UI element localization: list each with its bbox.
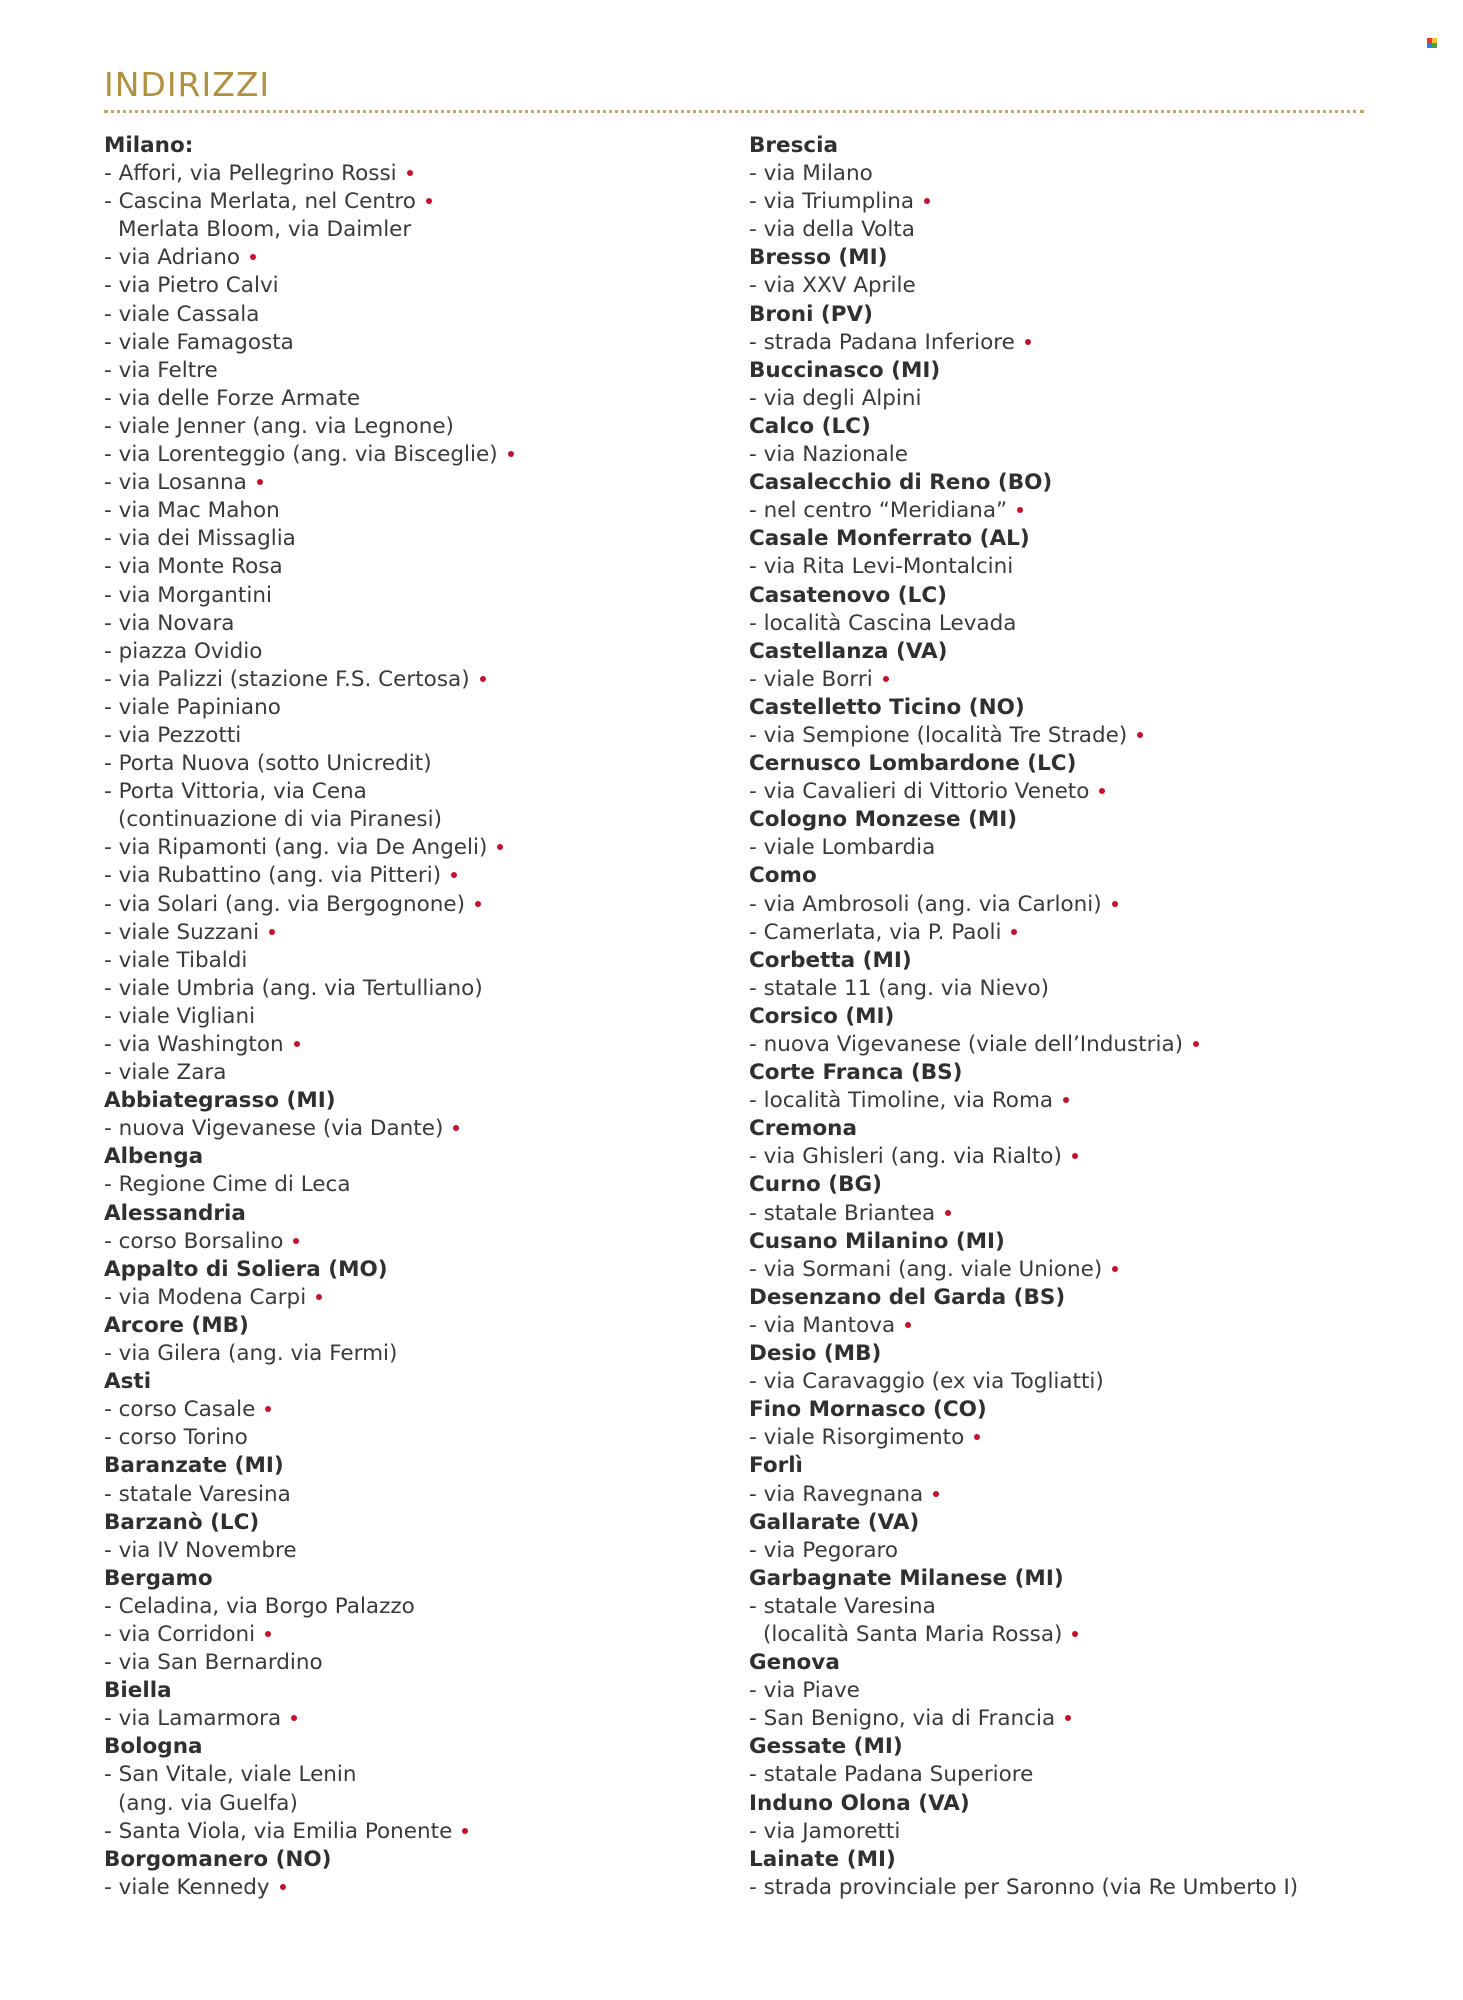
store-address (749, 441, 1389, 469)
address-text: - statale Varesina (749, 1593, 936, 1619)
city-name: Bologna (104, 1734, 203, 1760)
red-dot-marker-icon (1025, 339, 1031, 345)
city-name: Desio (MB) (749, 1341, 882, 1367)
city-heading (749, 357, 1389, 385)
store-address (104, 441, 724, 469)
address-text: - via Jamoretti (749, 1818, 901, 1844)
address-text: - nuova Vigevanese (via Dante) (104, 1116, 444, 1142)
address-text: - via XXV Aprile (749, 273, 916, 299)
address-text: (località Santa Maria Rossa) (763, 1621, 1063, 1647)
city-heading (749, 1340, 1389, 1368)
city-name: Biella (104, 1678, 172, 1704)
address-text: - statale 11 (ang. via Nievo) (749, 975, 1049, 1001)
city-heading (749, 1059, 1389, 1087)
city-heading (104, 1509, 724, 1537)
store-address (749, 722, 1389, 750)
address-text: - via dei Missaglia (104, 526, 296, 552)
address-text: - via Morgantini (104, 582, 272, 608)
store-address (104, 553, 724, 581)
red-dot-marker-icon (269, 929, 275, 935)
address-text: - località Timoline, via Roma (749, 1088, 1054, 1114)
store-address (104, 1761, 724, 1789)
address-text: - corso Borsalino (104, 1228, 284, 1254)
store-address (749, 1200, 1389, 1228)
store-address (104, 891, 724, 919)
store-address (104, 806, 724, 834)
address-text: - via Sormani (ang. viale Unione) (749, 1256, 1103, 1282)
address-text: - via Ghisleri (ang. via Rialto) (749, 1144, 1062, 1170)
address-text: - via Nazionale (749, 442, 908, 468)
address-text: - viale Vigliani (104, 1003, 256, 1029)
red-dot-marker-icon (407, 170, 413, 176)
red-dot-marker-icon (280, 1884, 286, 1890)
store-address (104, 1003, 724, 1031)
address-text: - viale Suzzani (104, 919, 260, 945)
red-dot-marker-icon (1137, 732, 1143, 738)
red-dot-marker-icon (1065, 1715, 1071, 1721)
red-dot-marker-icon (257, 479, 263, 485)
address-text: - via Ambrosoli (ang. via Carloni) (749, 891, 1102, 917)
red-dot-marker-icon (974, 1434, 980, 1440)
store-address (749, 1312, 1389, 1340)
city-name: Induno Olona (VA) (749, 1790, 970, 1816)
address-text: - via Lamarmora (104, 1706, 282, 1732)
city-name: Barzanò (LC) (104, 1509, 260, 1535)
red-dot-marker-icon (453, 1125, 459, 1131)
store-address (749, 553, 1389, 581)
address-text: - statale Briantea (749, 1200, 936, 1226)
red-dot-marker-icon (426, 198, 432, 204)
address-text: - viale Umbria (ang. via Tertulliano) (104, 975, 483, 1001)
store-address (104, 1705, 724, 1733)
address-text: - viale Famagosta (104, 329, 294, 355)
city-heading (104, 1368, 724, 1396)
address-text: - via Piave (749, 1678, 860, 1704)
red-dot-marker-icon (291, 1715, 297, 1721)
store-address (749, 497, 1389, 525)
store-address (104, 1424, 724, 1452)
store-address (749, 1481, 1389, 1509)
red-dot-marker-icon (1072, 1631, 1078, 1637)
address-text: - via Ripamonti (ang. via De Angeli) (104, 835, 488, 861)
address-text: - via Pegoraro (749, 1537, 899, 1563)
red-dot-marker-icon (933, 1491, 939, 1497)
address-text: - nuova Vigevanese (viale dell’Industria) (749, 1032, 1184, 1057)
store-address (749, 919, 1389, 947)
address-text: - strada provinciale per Saronno (via Re Umberto I) (749, 1874, 1299, 1900)
store-address (104, 694, 724, 722)
address-text: - via delle Forze Armate (104, 385, 361, 411)
store-address (749, 1031, 1389, 1059)
address-text: - viale Kennedy (104, 1874, 270, 1900)
address-text: - via Corridoni (104, 1621, 256, 1647)
city-heading (749, 301, 1389, 329)
store-address (104, 1593, 724, 1621)
city-name: Alessandria (104, 1200, 246, 1226)
address-text: - via Ravegnana (749, 1481, 924, 1507)
city-name: Cernusco Lombardone (LC) (749, 751, 1077, 777)
city-heading (749, 1452, 1389, 1480)
address-text: - via Pietro Calvi (104, 273, 279, 299)
address-text: - Santa Viola, via Emilia Ponente (104, 1818, 453, 1844)
city-heading (749, 862, 1389, 890)
address-text: - via Feltre (104, 357, 218, 383)
address-text: - via IV Novembre (104, 1537, 297, 1563)
red-dot-marker-icon (1112, 901, 1118, 907)
address-text: - San Benigno, via di Francia (749, 1706, 1056, 1732)
city-heading (749, 1649, 1389, 1677)
address-text: - corso Casale (104, 1397, 256, 1423)
address-text: - corso Torino (104, 1425, 248, 1451)
red-dot-marker-icon (294, 1041, 300, 1047)
city-name: Corbetta (MI) (749, 947, 912, 973)
store-address (104, 188, 724, 216)
address-text: - viale Cassala (104, 301, 260, 327)
address-text: (continuazione di via Piranesi) (118, 807, 442, 833)
store-address (749, 1761, 1389, 1789)
store-address (104, 778, 724, 806)
store-address (104, 666, 724, 694)
store-address (104, 582, 724, 610)
store-address (104, 1818, 724, 1846)
city-name: Corte Franca (BS) (749, 1060, 963, 1086)
store-address (749, 1256, 1389, 1284)
store-address (749, 1537, 1389, 1565)
store-address (749, 1087, 1389, 1115)
city-heading (104, 1452, 724, 1480)
red-dot-marker-icon (250, 254, 256, 260)
city-name: Borgomanero (NO) (104, 1846, 332, 1872)
store-address (749, 216, 1389, 244)
city-heading (104, 1200, 724, 1228)
city-name: Buccinasco (MI) (749, 357, 941, 383)
red-dot-marker-icon (497, 844, 503, 850)
city-name: Appalto di Soliera (MO) (104, 1256, 388, 1282)
red-dot-marker-icon (265, 1631, 271, 1637)
city-name: Cremona (749, 1116, 857, 1142)
red-dot-marker-icon (1011, 929, 1017, 935)
red-dot-marker-icon (945, 1210, 951, 1216)
address-text: - via Milano (749, 161, 873, 187)
address-text: - Cascina Merlata, nel Centro (104, 189, 416, 215)
city-heading (749, 1733, 1389, 1761)
address-text: - via Modena Carpi (104, 1284, 307, 1310)
red-dot-marker-icon (924, 198, 930, 204)
city-name: Genova (749, 1650, 840, 1676)
city-heading (749, 1790, 1389, 1818)
store-address (104, 610, 724, 638)
address-text: - viale Zara (104, 1060, 227, 1086)
store-address (749, 778, 1389, 806)
city-heading (104, 1677, 724, 1705)
city-heading (104, 132, 724, 160)
city-name: Casatenovo (LC) (749, 582, 947, 608)
city-name: Brescia (749, 133, 838, 158)
address-text: - via Rita Levi-Montalcini (749, 554, 1014, 580)
address-text: - viale Risorgimento (749, 1425, 965, 1451)
color-registration-icon (1427, 38, 1437, 48)
store-address (104, 1621, 724, 1649)
address-text: - via Lorenteggio (ang. via Bisceglie) (104, 442, 498, 468)
city-name: Asti (104, 1369, 152, 1395)
address-text: - viale Lombardia (749, 835, 936, 861)
address-text: - via Gilera (ang. via Fermi) (104, 1341, 398, 1367)
city-name: Castellanza (VA) (749, 638, 948, 664)
address-text: - statale Padana Superiore (749, 1762, 1034, 1788)
red-dot-marker-icon (480, 676, 486, 682)
store-address (749, 666, 1389, 694)
city-heading (749, 1509, 1389, 1537)
city-name: Cusano Milanino (MI) (749, 1228, 1005, 1254)
address-text: - strada Padana Inferiore (749, 329, 1015, 355)
store-address (749, 1874, 1389, 1902)
store-address (104, 919, 724, 947)
store-address (104, 638, 724, 666)
store-address (104, 1284, 724, 1312)
store-address (749, 610, 1389, 638)
address-text: - via Solari (ang. via Bergognone) (104, 891, 466, 917)
store-address (749, 1705, 1389, 1733)
address-text: - viale Jenner (ang. via Legnone) (104, 413, 454, 439)
address-text: - via Adriano (104, 245, 241, 271)
store-address (749, 272, 1389, 300)
city-heading (749, 1115, 1389, 1143)
city-name: Gallarate (VA) (749, 1509, 920, 1535)
red-dot-marker-icon (1063, 1097, 1069, 1103)
store-address (104, 469, 724, 497)
city-heading (104, 1312, 724, 1340)
store-address (104, 862, 724, 890)
store-address (749, 385, 1389, 413)
address-text: - via Rubattino (ang. via Pitteri) (104, 863, 442, 889)
address-text: Merlata Bloom, via Daimler (118, 217, 412, 243)
address-text: - Porta Vittoria, via Cena (104, 779, 367, 805)
city-name: Garbagnate Milanese (MI) (749, 1565, 1064, 1591)
address-text: - San Vitale, viale Lenin (104, 1762, 357, 1788)
red-dot-marker-icon (451, 872, 457, 878)
city-name: Lainate (MI) (749, 1846, 896, 1872)
city-heading (104, 1087, 724, 1115)
store-address (104, 1874, 724, 1902)
page-title: INDIRIZZI (104, 65, 271, 104)
address-text: - via Losanna (104, 470, 247, 496)
city-heading (749, 1396, 1389, 1424)
city-name: Bresso (MI) (749, 245, 888, 271)
address-text: - via Mantova (749, 1312, 896, 1338)
store-address (104, 357, 724, 385)
title-divider (104, 110, 1364, 113)
address-text: - piazza Ovidio (104, 638, 263, 664)
address-text: - via Caravaggio (ex via Togliatti) (749, 1369, 1104, 1395)
city-name: Arcore (MB) (104, 1312, 249, 1338)
address-text: - via Mac Mahon (104, 498, 280, 524)
city-name: Albenga (104, 1144, 204, 1170)
city-name: Fino Mornasco (CO) (749, 1397, 987, 1423)
address-text: - località Cascina Levada (749, 610, 1017, 636)
address-text: - Porta Nuova (sotto Unicredit) (104, 751, 432, 777)
red-dot-marker-icon (1112, 1266, 1118, 1272)
store-address (749, 1593, 1389, 1621)
city-name: Cologno Monzese (MI) (749, 807, 1018, 833)
city-heading (749, 469, 1389, 497)
city-heading (749, 806, 1389, 834)
address-text: - viale Tibaldi (104, 947, 248, 973)
city-name: Forlì (749, 1453, 803, 1479)
store-address (104, 160, 724, 188)
store-address (104, 975, 724, 1003)
address-column-left (104, 132, 724, 1902)
store-address (749, 975, 1389, 1003)
address-text: - via Sempione (località Tre Strade) (749, 722, 1128, 748)
store-address (104, 1396, 724, 1424)
store-address (749, 891, 1389, 919)
red-dot-marker-icon (905, 1322, 911, 1328)
red-dot-marker-icon (462, 1828, 468, 1834)
store-address (104, 722, 724, 750)
red-dot-marker-icon (475, 901, 481, 907)
city-heading (749, 525, 1389, 553)
city-heading (749, 1846, 1389, 1874)
address-text: - Celadina, via Borgo Palazzo (104, 1593, 415, 1619)
store-address (104, 1115, 724, 1143)
city-heading (749, 947, 1389, 975)
city-name: Castelletto Ticino (NO) (749, 694, 1025, 720)
city-heading (749, 1228, 1389, 1256)
city-heading (104, 1565, 724, 1593)
store-address (104, 329, 724, 357)
store-address (749, 1677, 1389, 1705)
address-text: - via Triumplina (749, 189, 915, 215)
store-address (749, 1621, 1389, 1649)
city-name: Corsico (MI) (749, 1003, 895, 1029)
city-name: Bergamo (104, 1565, 213, 1591)
city-name: Milano: (104, 133, 194, 158)
city-heading (749, 413, 1389, 441)
store-address (104, 750, 724, 778)
store-address (104, 1537, 724, 1565)
address-text: - Camerlata, via P. Paoli (749, 919, 1002, 945)
store-address (749, 188, 1389, 216)
address-text: - via Pezzotti (104, 722, 242, 748)
address-text: - statale Varesina (104, 1481, 291, 1507)
store-address (749, 1424, 1389, 1452)
city-name: Calco (LC) (749, 413, 871, 439)
city-heading (749, 694, 1389, 722)
city-heading (104, 1143, 724, 1171)
red-dot-marker-icon (316, 1294, 322, 1300)
store-address (749, 329, 1389, 357)
red-dot-marker-icon (1017, 507, 1023, 513)
address-text: - viale Borri (749, 666, 873, 692)
city-name: Como (749, 863, 817, 889)
red-dot-marker-icon (265, 1406, 271, 1412)
address-text: - Regione Cime di Leca (104, 1172, 351, 1198)
address-text: - via Novara (104, 610, 235, 636)
store-address (749, 160, 1389, 188)
city-name: Abbiategrasso (MI) (104, 1088, 336, 1114)
city-heading (104, 1733, 724, 1761)
city-name: Casale Monferrato (AL) (749, 526, 1030, 552)
red-dot-marker-icon (1072, 1153, 1078, 1159)
store-address (104, 497, 724, 525)
city-name: Desenzano del Garda (BS) (749, 1284, 1066, 1310)
store-address (749, 834, 1389, 862)
store-address (104, 525, 724, 553)
city-heading (749, 638, 1389, 666)
store-address (104, 947, 724, 975)
address-text: - nel centro “Meridiana” (749, 498, 1008, 524)
city-name: Casalecchio di Reno (BO) (749, 470, 1053, 496)
store-address (749, 1143, 1389, 1171)
city-heading (749, 1003, 1389, 1031)
city-heading (104, 1846, 724, 1874)
address-column-right (749, 132, 1389, 1902)
address-text: - via degli Alpini (749, 385, 922, 411)
store-address (104, 1059, 724, 1087)
red-dot-marker-icon (883, 676, 889, 682)
red-dot-marker-icon (1193, 1041, 1199, 1047)
store-address (749, 1818, 1389, 1846)
store-address (104, 301, 724, 329)
city-heading (749, 132, 1389, 160)
red-dot-marker-icon (1099, 788, 1105, 794)
address-text: - via della Volta (749, 217, 915, 243)
address-text: (ang. via Guelfa) (118, 1790, 298, 1816)
store-address (104, 1171, 724, 1199)
address-text: - viale Papiniano (104, 694, 281, 720)
store-address (749, 1368, 1389, 1396)
store-address (104, 385, 724, 413)
address-text: - via Palizzi (stazione F.S. Certosa) (104, 666, 470, 692)
address-text: - via Cavalieri di Vittorio Veneto (749, 779, 1090, 805)
store-address (104, 1340, 724, 1368)
store-address (104, 834, 724, 862)
city-name: Gessate (MI) (749, 1734, 903, 1760)
address-text: - via San Bernardino (104, 1650, 323, 1676)
city-name: Broni (PV) (749, 301, 873, 327)
store-address (104, 413, 724, 441)
city-name: Curno (BG) (749, 1172, 882, 1198)
address-text: - via Monte Rosa (104, 554, 283, 580)
store-address (104, 216, 724, 244)
store-address (104, 272, 724, 300)
city-name: Baranzate (MI) (104, 1453, 284, 1479)
city-heading (104, 1256, 724, 1284)
store-address (104, 1649, 724, 1677)
store-address (104, 1031, 724, 1059)
city-heading (749, 1565, 1389, 1593)
city-heading (749, 1171, 1389, 1199)
address-text: - Affori, via Pellegrino Rossi (104, 161, 397, 187)
store-address (104, 244, 724, 272)
store-address (104, 1481, 724, 1509)
city-heading (749, 750, 1389, 778)
store-address (104, 1228, 724, 1256)
city-heading (749, 244, 1389, 272)
city-heading (749, 582, 1389, 610)
city-heading (749, 1284, 1389, 1312)
address-text: - via Washington (104, 1032, 284, 1057)
red-dot-marker-icon (293, 1238, 299, 1244)
red-dot-marker-icon (508, 451, 514, 457)
store-address (104, 1790, 724, 1818)
